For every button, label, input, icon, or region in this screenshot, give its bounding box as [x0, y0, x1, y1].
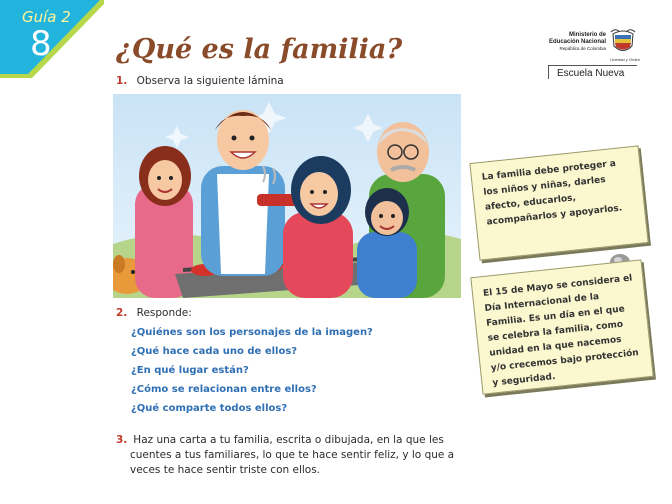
colombia-coat-of-arms-icon [610, 28, 636, 56]
question-item: ¿En qué lugar están? [131, 365, 249, 376]
guide-label: Guía 2 [22, 8, 71, 26]
program-name: Escuela Nueva [548, 65, 637, 79]
step-2 [116, 307, 192, 319]
guide-number: 8 [30, 24, 52, 64]
step-3 [116, 433, 466, 478]
family-illustration [113, 94, 461, 298]
step-1-number: 1. [116, 75, 128, 87]
step-2-number: 2. [116, 307, 128, 319]
guide-badge [0, 0, 104, 78]
ministry-line-2: Educación Nacional [548, 39, 606, 45]
step-3-number: 3. [116, 434, 128, 446]
question-item: ¿Qué hace cada uno de ellos? [131, 346, 298, 357]
family-day-note: El 15 de Mayo se considera el Día Internacional de la Familia. Es un día en el que se celebra la familia, como unidad en la que nacemos y/o crecemos bajo protección y seguridad. [470, 259, 653, 394]
question-item: ¿Cómo se relacionan entre ellos? [131, 384, 317, 395]
step-2-text: Responde: [136, 307, 192, 319]
step-1 [116, 75, 284, 87]
step-3-text: Haz una carta a tu familia, escrita o dibujada, en la que les cuentes a tus familiares, lo que te hace sentir feliz, y lo que a veces te hace sentir triste con ellos. [130, 434, 455, 476]
question-item: ¿Qué comparte todos ellos? [131, 403, 288, 414]
ministry-line-3: República de Colombia [559, 46, 606, 51]
question-list [131, 323, 373, 418]
family-protection-note: La familia debe proteger a los niños y niñas, darles afecto, educarlos, acompañarlos y apoyarlos. [469, 145, 648, 260]
ministry-line-1: Ministerio de [568, 32, 606, 38]
step-1-text: Observa la siguiente lámina [136, 75, 284, 87]
page-title: ¿Qué es la familia? [116, 34, 403, 65]
ministry-motto: Libertad y Orden [610, 57, 640, 62]
ministry-logo [530, 26, 650, 64]
mother-figure [283, 156, 353, 298]
question-item: ¿Quiénes son los personajes de la imagen? [131, 327, 373, 338]
